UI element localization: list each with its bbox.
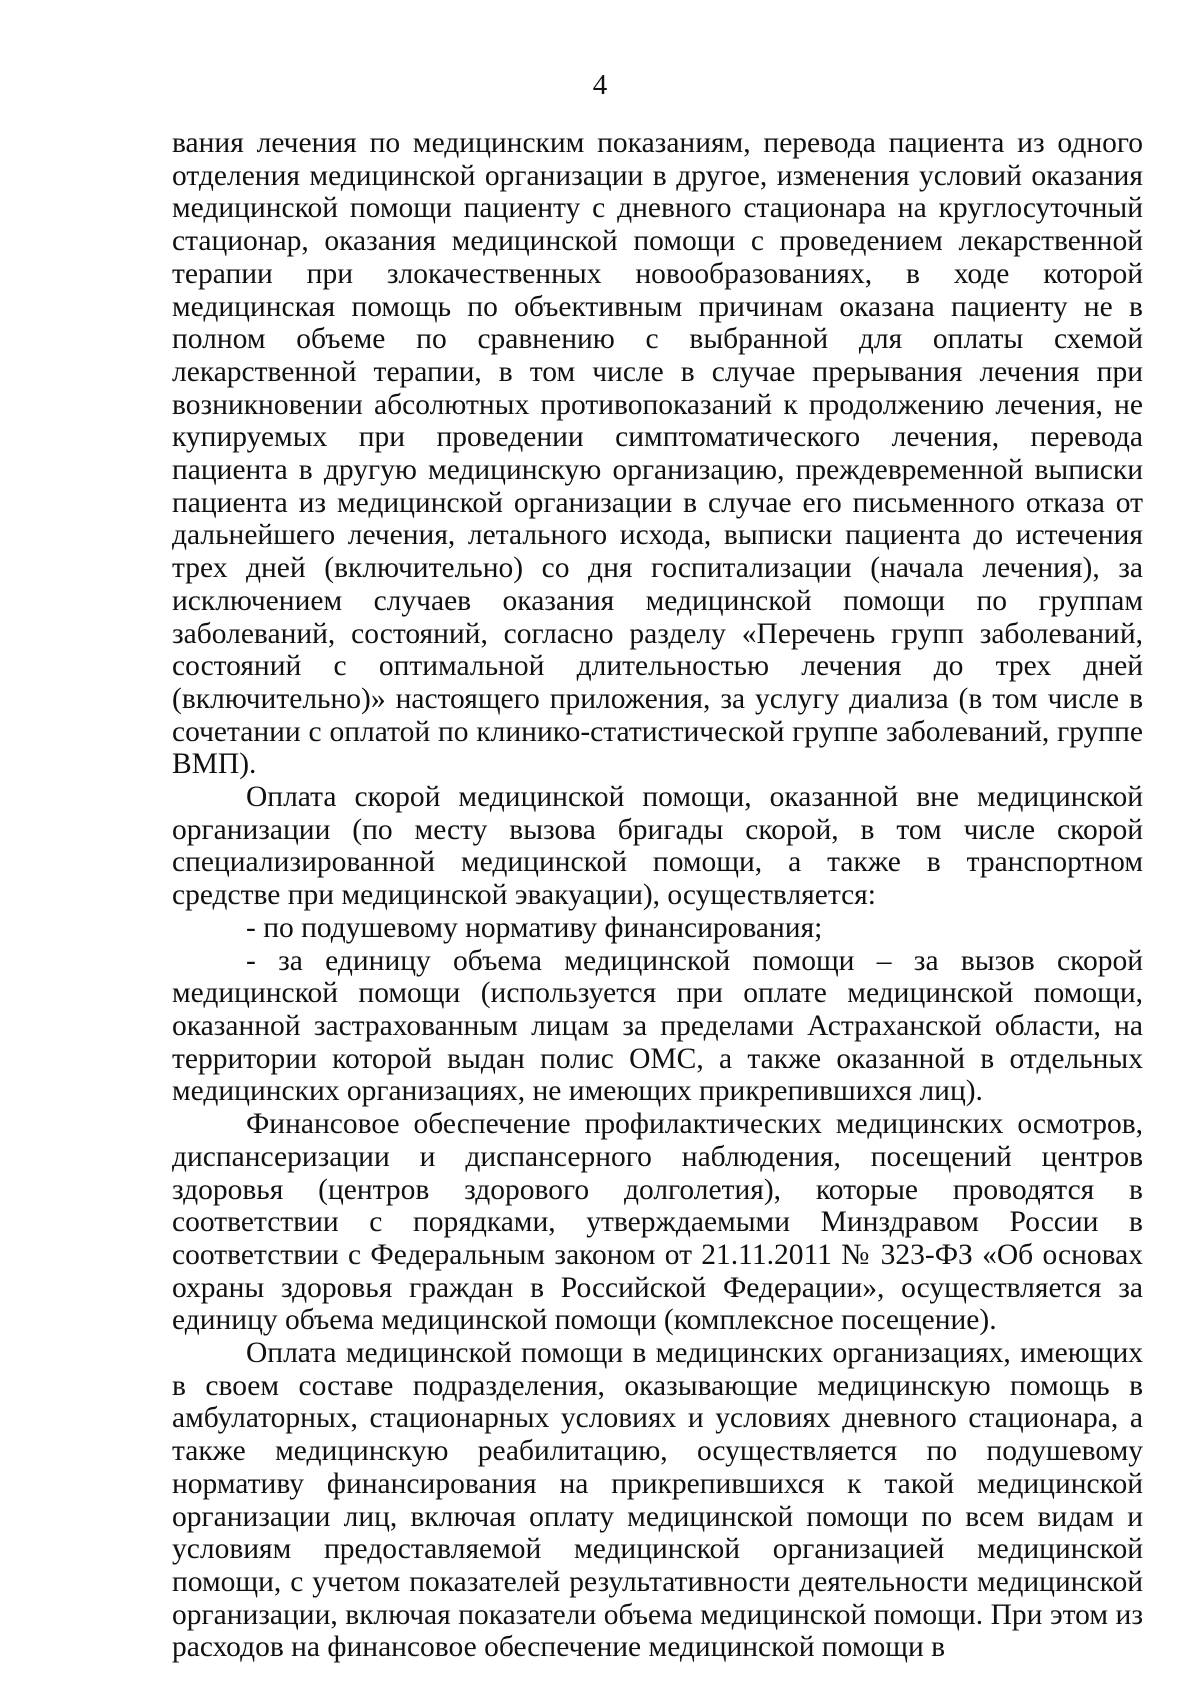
list-item-per-capita: - по подушевому нормативу финансирования; — [246, 911, 823, 944]
paragraph-ambulance-payment: Оплата скорой медицинской помощи, оказанной вне медицинской организации (по месту вызова бригады скорой, в том числе скорой специализированной медицинской помощи, а также в транспортном средстве при медицинской эвакуации), осуществляется: — [172, 781, 1143, 912]
paragraph-treatment-conditions: вания лечения по медицинским показаниям, перевода пациента из одного отделения медицинской организации в другое, изменения условий оказания медицинской помощи пациенту с дневного стационара на круглосуточный стационар, оказания медицинской помощи с проведением лекарственной терапии при злокачественных новообразованиях, в ходе которой медицинская помощь по объективным причинам оказана пациенту не в полном объеме по сравнению с выбранной для оплаты схемой лекарственной терапии, в том числе в случае прерывания лечения при возникновении абсолютных противопоказаний к продолжению лечения, не купируемых при проведении симптоматического лечения, перевода пациента в другую медицинскую организацию, преждевременной выписки пациента из медицинской организации в случае его письменного отказа от дальнейшего лечения, летального исхода, выписки пациента до истечения трех дней (включительно) со дня госпитализации (начала лечения), за исключением случаев оказания медицинской помощи по группам заболеваний, состояний, согласно разделу «Перечень групп заболеваний, состояний с оптимальной длительностью лечения до трех дней (включительно)» настоящего приложения, за услугу диализа (в том числе в сочетании с оплатой по клинико-статистической группе заболеваний, группе ВМП). — [172, 127, 1143, 781]
document-body — [172, 127, 1143, 1664]
page-number: 4 — [592, 69, 608, 101]
list-item-per-call: - за единицу объема медицинской помощи – за вызов скорой медицинской помощи (используется при оплате медицинской помощи, оказанной застрахованным лицам за пределами Астраханской области, на территории которой выдан полис ОМС, а также оказанной в отдельных медицинских организациях, не имеющих прикрепившихся лиц). — [172, 944, 1143, 1108]
paragraph-preventive-financing: Финансовое обеспечение профилактических медицинских осмотров, диспансеризации и диспансерного наблюдения, посещений центров здоровья (центров здорового долголетия), которые проводятся в соответствии с порядками, утверждаемыми Минздравом России в соответствии с Федеральным законом от 21.11.2011 № 323-ФЗ «Об основах охраны здоровья граждан в Российской Федерации», осуществляется за единицу объема медицинской помощи (комплексное посещение). — [172, 1108, 1143, 1337]
paragraph-organization-payment: Оплата медицинской помощи в медицинских организациях, имеющих в своем составе подразделения, оказывающие медицинскую помощь в амбулаторных, стационарных условиях и условиях дневного стационара, а также медицинскую реабилитацию, осуществляется по подушевому нормативу финансирования на прикрепившихся к такой медицинской организации лиц, включая оплату медицинской помощи по всем видам и условиям предоставляемой медицинской организацией медицинской помощи, с учетом показателей результативности деятельности медицинской организации, включая показатели объема медицинской помощи. При этом из расходов на финансовое обеспечение медицинской помощи в — [172, 1337, 1143, 1664]
